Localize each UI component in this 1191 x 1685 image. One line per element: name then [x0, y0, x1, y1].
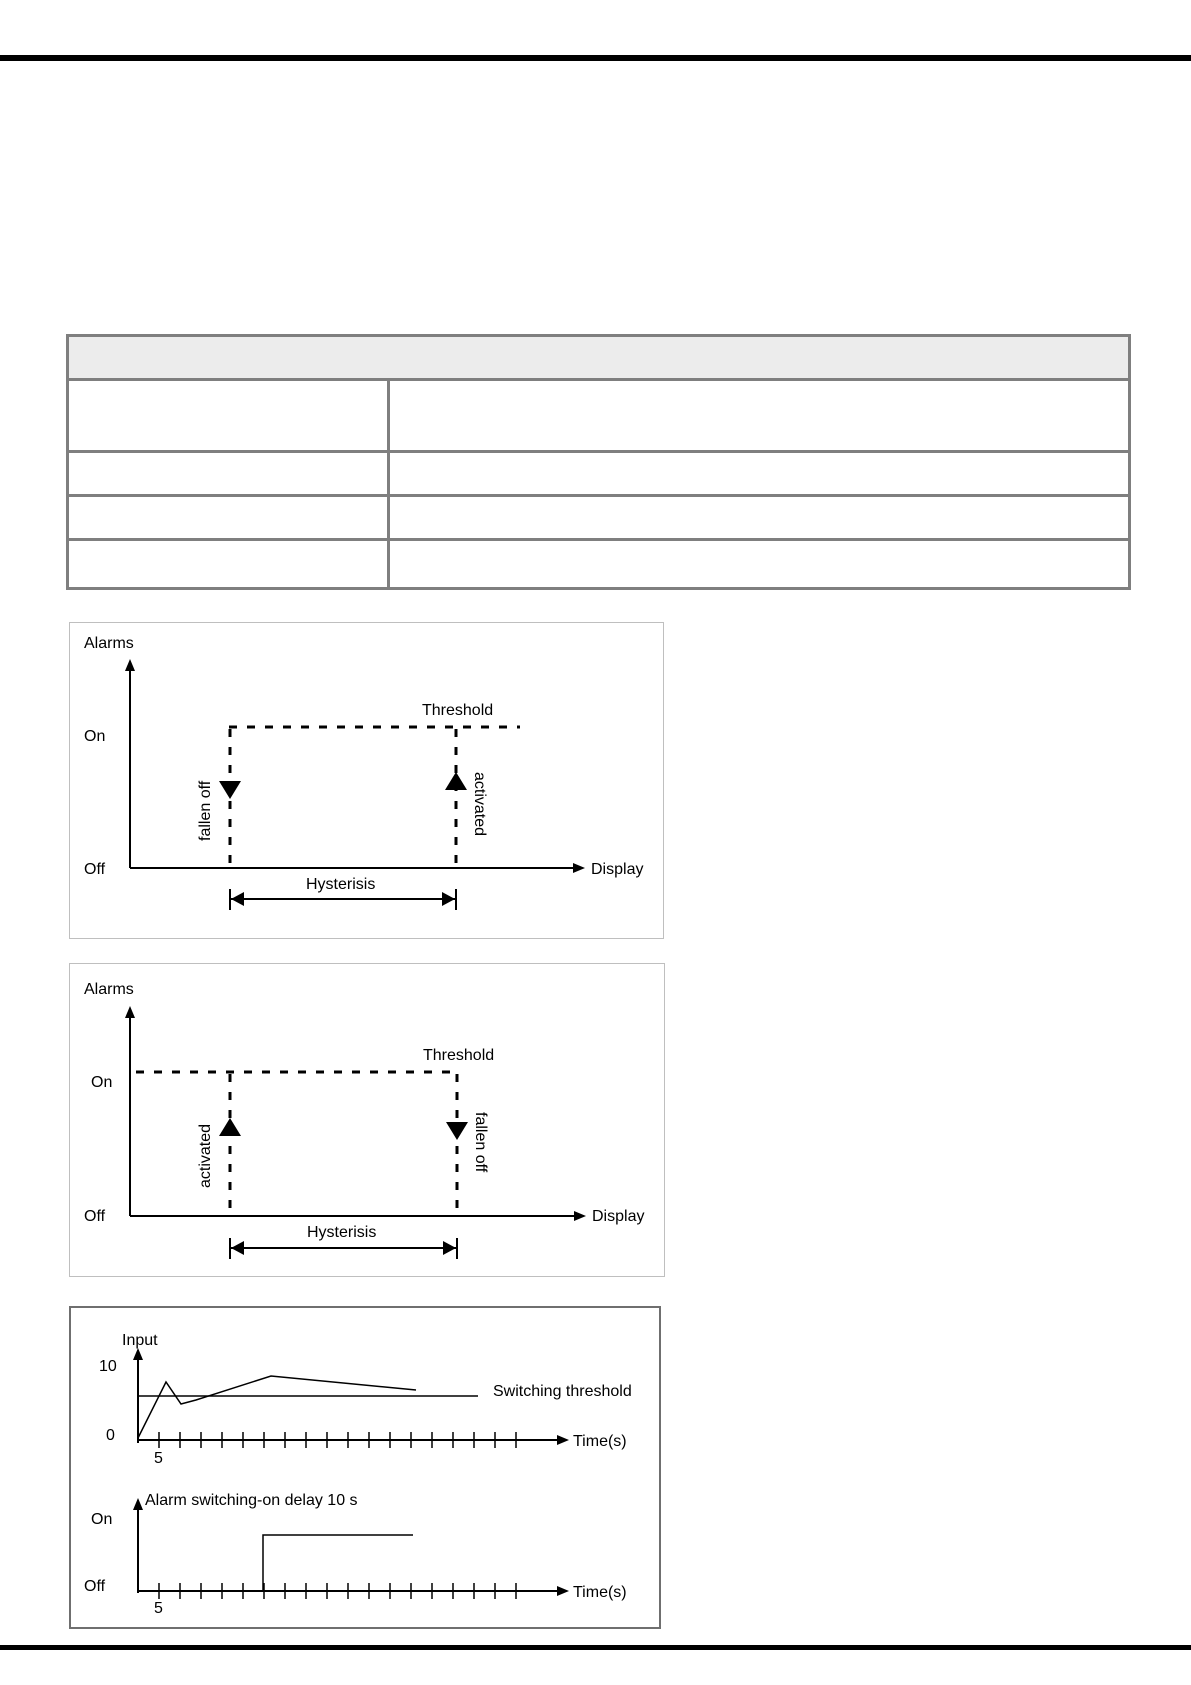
switching-delay-diagram: [69, 1306, 661, 1629]
down-arrow-icon: [219, 781, 241, 799]
bottom-rule: [0, 1645, 1191, 1650]
parameter-table: [66, 334, 1131, 590]
hysteresis-diagram-high: [69, 622, 664, 939]
on-label: On: [91, 1074, 113, 1091]
y-tick-10: 10: [99, 1358, 117, 1375]
time-axis-label: Time(s): [573, 1584, 627, 1601]
y-axis-arrowhead: [125, 1006, 135, 1018]
column-divider: [387, 381, 390, 587]
row-divider: [69, 450, 1128, 453]
left-arrowhead-icon: [231, 1241, 244, 1255]
threshold-label: Threshold: [422, 702, 494, 719]
fallen-off-label: fallen off: [472, 1112, 489, 1173]
off-label: Off: [84, 1578, 106, 1595]
right-arrowhead-icon: [442, 892, 455, 906]
row-divider: [69, 494, 1128, 497]
input-signal-line: [138, 1376, 416, 1438]
input-axis-label: Input: [122, 1332, 158, 1349]
on-label: On: [91, 1511, 113, 1528]
off-label: Off: [84, 861, 106, 878]
activated-label: activated: [197, 1123, 214, 1188]
x-axis-arrowhead: [574, 1211, 586, 1221]
time-axis-label: Time(s): [573, 1433, 627, 1450]
y-axis-label: Alarms: [84, 981, 134, 998]
table-header: [69, 337, 1128, 381]
left-arrowhead-icon: [231, 892, 244, 906]
x-tick-5: 5: [154, 1600, 163, 1617]
y-tick-0: 0: [106, 1427, 115, 1444]
down-arrow-icon: [446, 1122, 468, 1140]
hysteresis-diagram-low: [69, 963, 665, 1277]
right-arrowhead-icon: [443, 1241, 456, 1255]
input-y-axis-arrowhead: [133, 1348, 143, 1360]
threshold-label: Threshold: [423, 1047, 495, 1064]
top-rule: [0, 55, 1191, 61]
switching-threshold-label: Switching threshold: [493, 1383, 632, 1400]
alarm-y-axis-arrowhead: [133, 1498, 143, 1510]
alarm-delay-title: Alarm switching-on delay 10 s: [145, 1492, 358, 1509]
up-arrow-icon: [219, 1118, 241, 1136]
alarm-state-line: [263, 1535, 413, 1591]
hysteresis-label: Hysterisis: [306, 876, 376, 893]
row-divider: [69, 538, 1128, 541]
up-arrow-icon: [445, 772, 467, 790]
activated-label: activated: [471, 772, 488, 837]
alarm-x-axis-arrowhead: [557, 1586, 569, 1596]
hysteresis-label: Hysterisis: [307, 1224, 377, 1241]
x-axis-label: Display: [591, 861, 644, 878]
x-axis-arrowhead: [573, 863, 585, 873]
y-axis-label: Alarms: [84, 635, 134, 652]
input-x-axis-arrowhead: [557, 1435, 569, 1445]
x-axis-label: Display: [592, 1208, 645, 1225]
fallen-off-label: fallen off: [197, 780, 214, 841]
x-tick-5: 5: [154, 1450, 163, 1467]
off-label: Off: [84, 1208, 106, 1225]
y-axis-arrowhead: [125, 659, 135, 671]
on-label: On: [84, 728, 106, 745]
